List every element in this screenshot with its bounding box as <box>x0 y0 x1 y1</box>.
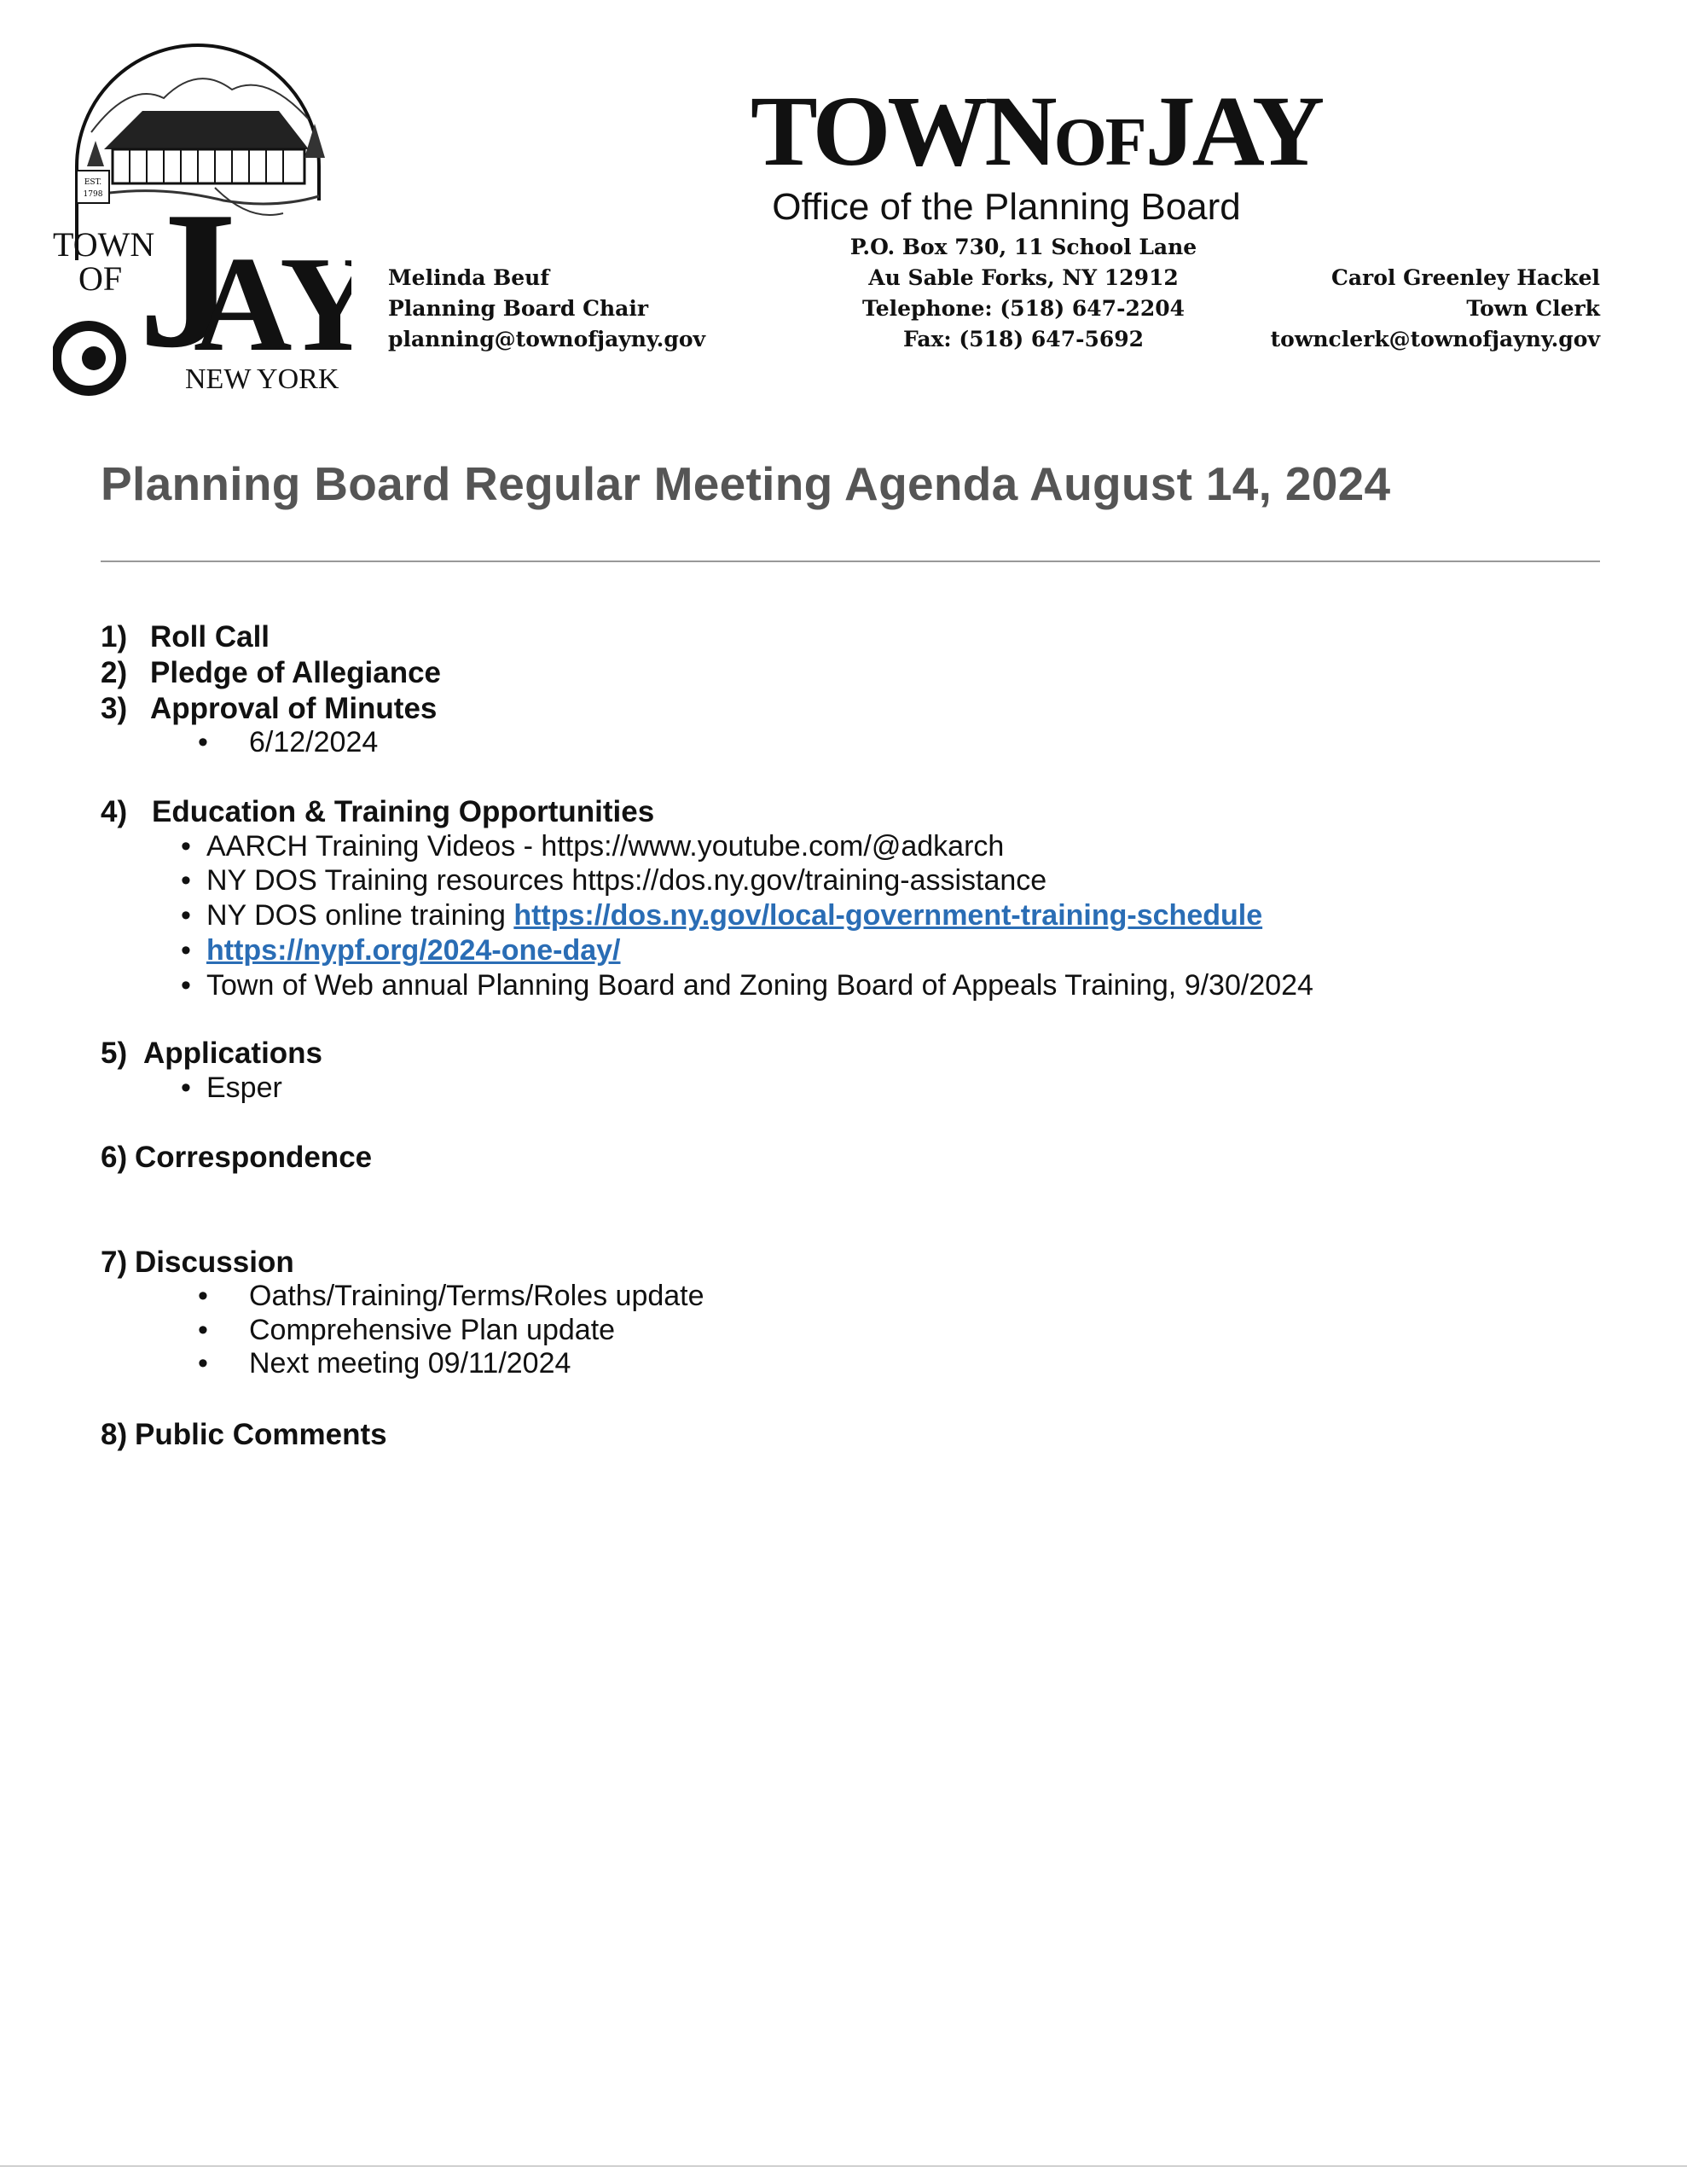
item-label: Pledge of Allegiance <box>150 656 442 689</box>
item-label: Public Comments <box>135 1418 387 1451</box>
list-item <box>198 1347 571 1380</box>
item-label: Discussion <box>135 1246 294 1279</box>
address-line: P.O. Box 730, 11 School Lane <box>849 235 1197 259</box>
training-item: NY DOS Training resources https://dos.ny.gov/training-assistance <box>206 864 1047 897</box>
clerk-contact-block <box>1237 263 1600 355</box>
agenda-item-pledge <box>101 656 441 690</box>
discussion-item: Next meeting 09/11/2024 <box>249 1347 571 1380</box>
town-title <box>751 75 1322 187</box>
bullet: • <box>181 864 191 897</box>
agenda-title: Planning Board Regular Meeting Agenda August 14, 2024 <box>101 457 1391 510</box>
item-number: 8) <box>101 1418 128 1451</box>
bullet: • <box>198 1314 208 1346</box>
chair-role: Planning Board Chair <box>388 296 649 321</box>
list-item <box>181 899 1262 932</box>
agenda-item-applications <box>101 1037 322 1071</box>
training-item: AARCH Training Videos - https://www.youtube.com/@adkarch <box>206 830 1005 863</box>
list-item <box>198 726 378 759</box>
bullet: • <box>181 830 191 863</box>
town-seal-logo <box>53 38 351 410</box>
application-item: Esper <box>206 1072 282 1104</box>
logo-j-letter: J <box>138 171 236 388</box>
item-number: 4) <box>101 795 128 828</box>
discussion-item: Oaths/Training/Terms/Roles update <box>249 1280 704 1312</box>
discussion-item: Comprehensive Plan update <box>249 1314 616 1346</box>
title-of: OF <box>1053 105 1145 180</box>
clerk-email: townclerk@townofjayny.gov <box>1270 327 1600 351</box>
bullet: • <box>181 1072 191 1104</box>
list-item <box>181 864 1046 897</box>
bottom-divider <box>0 2165 1687 2167</box>
logo-ay-letters: AY <box>194 228 351 380</box>
item-number: 7) <box>101 1246 128 1279</box>
list-item <box>181 934 621 967</box>
title-divider <box>101 561 1600 562</box>
dos-training-schedule-link[interactable]: https://dos.ny.gov/local-government-training-schedule <box>513 899 1263 932</box>
agenda-item-roll-call <box>101 620 270 654</box>
item-label: Approval of Minutes <box>150 692 438 725</box>
bullet: • <box>181 934 191 967</box>
telephone-line: Telephone: (518) 647-2204 <box>861 296 1186 321</box>
item-number: 2) <box>101 656 128 689</box>
item-number: 6) <box>101 1141 128 1174</box>
bullet: • <box>198 1347 208 1380</box>
item-label: Roll Call <box>150 620 270 653</box>
chair-email: planning@townofjayny.gov <box>388 327 706 351</box>
address-block <box>793 232 1254 355</box>
list-item <box>181 969 1313 1002</box>
logo-est-text: EST. <box>84 178 102 187</box>
agenda-item-public-comments <box>101 1418 387 1452</box>
office-subtitle: Office of the Planning Board <box>772 186 1241 228</box>
logo-town-text: TOWN <box>53 225 155 264</box>
address-line: Au Sable Forks, NY 12912 <box>868 265 1179 290</box>
nypf-link[interactable]: https://nypf.org/2024-one-day/ <box>206 934 621 967</box>
list-item <box>181 1072 282 1105</box>
agenda-item-discussion <box>101 1246 294 1280</box>
item-label: Education & Training Opportunities <box>152 795 655 828</box>
logo-of-text: OF <box>78 259 123 298</box>
chair-contact-block <box>388 263 705 355</box>
minutes-date: 6/12/2024 <box>249 726 379 758</box>
logo-year-text: 1798 <box>83 190 103 199</box>
agenda-item-correspondence <box>101 1141 372 1175</box>
item-number: 3) <box>101 692 128 725</box>
title-town: TOWN <box>751 75 1054 187</box>
bullet: • <box>181 969 191 1002</box>
agenda-item-education <box>101 795 654 829</box>
item-number: 1) <box>101 620 128 653</box>
training-item: NY DOS online training <box>206 899 514 932</box>
agenda-item-approval-minutes <box>101 692 437 726</box>
logo-state-text: NEW YORK <box>185 363 339 395</box>
clerk-role: Town Clerk <box>1466 296 1600 321</box>
clerk-name: Carol Greenley Hackel <box>1330 265 1600 290</box>
item-number: 5) <box>101 1037 128 1070</box>
bullet: • <box>198 1280 208 1312</box>
list-item <box>181 830 1004 863</box>
training-item: Town of Web annual Planning Board and Zoning Board of Appeals Training, 9/30/2024 <box>206 969 1313 1002</box>
item-label: Applications <box>143 1037 323 1070</box>
bullet: • <box>181 899 191 932</box>
item-label: Correspondence <box>135 1141 373 1174</box>
fax-line: Fax: (518) 647-5692 <box>902 327 1145 351</box>
chair-name: Melinda Beuf <box>388 265 550 290</box>
title-jay: JAY <box>1145 75 1322 187</box>
list-item <box>198 1280 704 1313</box>
bullet: • <box>198 726 208 758</box>
list-item <box>198 1314 615 1347</box>
